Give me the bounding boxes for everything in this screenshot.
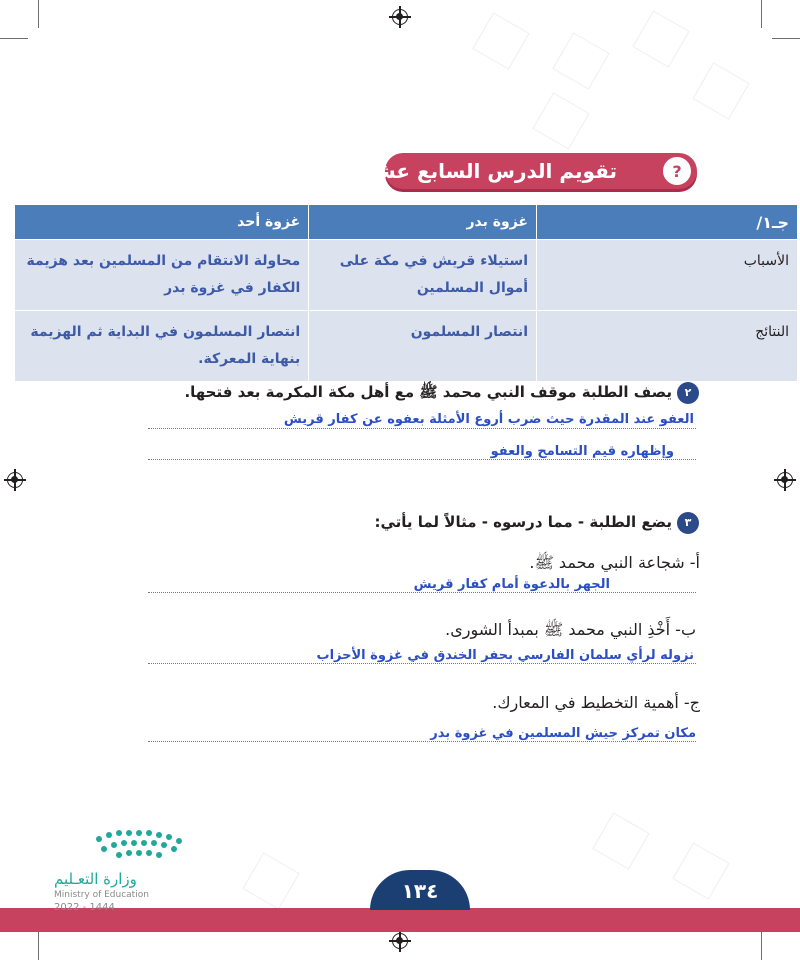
background-pattern: [672, 842, 729, 899]
background-pattern: [472, 12, 529, 69]
question-3-text: يضع الطلبة - مما درسوه - مثالاً لما يأتي:: [374, 513, 672, 531]
answer-line: [148, 663, 696, 664]
page-number: ١٣٤: [370, 870, 470, 910]
evaluation-table: [14, 204, 798, 382]
question-3-item-answer: الجهر بالدعوة أمام كفار قريش: [413, 577, 610, 592]
lesson-title-banner: [363, 153, 697, 189]
question-3-item-label: أ- شجاعة النبي محمد ﷺ.: [529, 553, 700, 572]
question-3-item-answer: نزوله لرأي سلمان الفارسي بحفر الخندق في غزوة الأحزاب: [316, 648, 694, 663]
registration-mark-icon: [7, 472, 23, 488]
question-3-item-label: ج- أهمية التخطيط في المعارك.: [492, 693, 700, 712]
table-corner-label: جـ١/: [537, 205, 798, 240]
ministry-logo-icon: [96, 830, 184, 864]
answer-cell: محاولة الانتقام من المسلمين بعد هزيمة الكفار في غزوة بدر: [15, 240, 309, 311]
answer-line: [148, 592, 696, 593]
answer-line: [148, 428, 696, 429]
ministry-logo: [54, 830, 184, 913]
background-pattern: [692, 62, 749, 119]
background-pattern: [632, 10, 689, 67]
background-pattern: [532, 92, 589, 149]
background-pattern: [242, 852, 299, 909]
table-header-row: [15, 205, 798, 240]
footer-band: [0, 908, 800, 932]
registration-mark-icon: [392, 9, 408, 25]
ministry-name-english: Ministry of Education: [54, 890, 149, 900]
table-row: [15, 311, 798, 382]
column-header-uhud: غزوة أحد: [15, 205, 309, 240]
question-number-badge: ٢: [677, 382, 699, 404]
column-header-badr: غزوة بدر: [309, 205, 537, 240]
crop-mark: [772, 38, 800, 39]
answer-line: [148, 459, 696, 460]
question-2-answer: وإظهاره قيم التسامح والعفو: [490, 444, 674, 459]
lesson-title: تقويم الدرس السابع عشر: [363, 159, 617, 183]
question-3-item-answer: مكان تمركز جيش المسلمين في غزوة بدر: [430, 726, 696, 741]
crop-mark: [38, 0, 39, 28]
edition-year: 2022 - 1444: [54, 902, 115, 913]
table-row: [15, 240, 798, 311]
question-number-badge: ٣: [677, 512, 699, 534]
answer-line: [148, 741, 696, 742]
question-2-answer: العفو عند المقدرة حيث ضرب أروع الأمثلة بعفوه عن كفار قريش: [283, 412, 694, 427]
registration-mark-icon: [777, 472, 793, 488]
question-3-item-label: ب- أَخْذِ النبي محمد ﷺ بمبدأ الشورى.: [445, 620, 696, 639]
crop-mark: [761, 932, 762, 960]
background-pattern: [552, 32, 609, 89]
answer-cell: انتصار المسلمون في البداية ثم الهزيمة بنهاية المعركة.: [15, 311, 309, 382]
crop-mark: [38, 932, 39, 960]
background-pattern: [592, 812, 649, 869]
answer-cell: انتصار المسلمون: [309, 311, 537, 382]
question-bubble-icon: ?: [661, 155, 693, 187]
ministry-name-arabic: وزارة التعـليم: [54, 870, 137, 888]
answer-cell: استيلاء قريش في مكة على أموال المسلمين: [309, 240, 537, 311]
crop-mark: [0, 38, 28, 39]
registration-mark-icon: [392, 933, 408, 949]
row-label-causes: الأسباب: [537, 240, 798, 311]
row-label-results: النتائج: [537, 311, 798, 382]
crop-mark: [761, 0, 762, 28]
question-2-text: يصف الطلبة موقف النبي محمد ﷺ مع أهل مكة المكرمة بعد فتحها.: [184, 383, 672, 401]
